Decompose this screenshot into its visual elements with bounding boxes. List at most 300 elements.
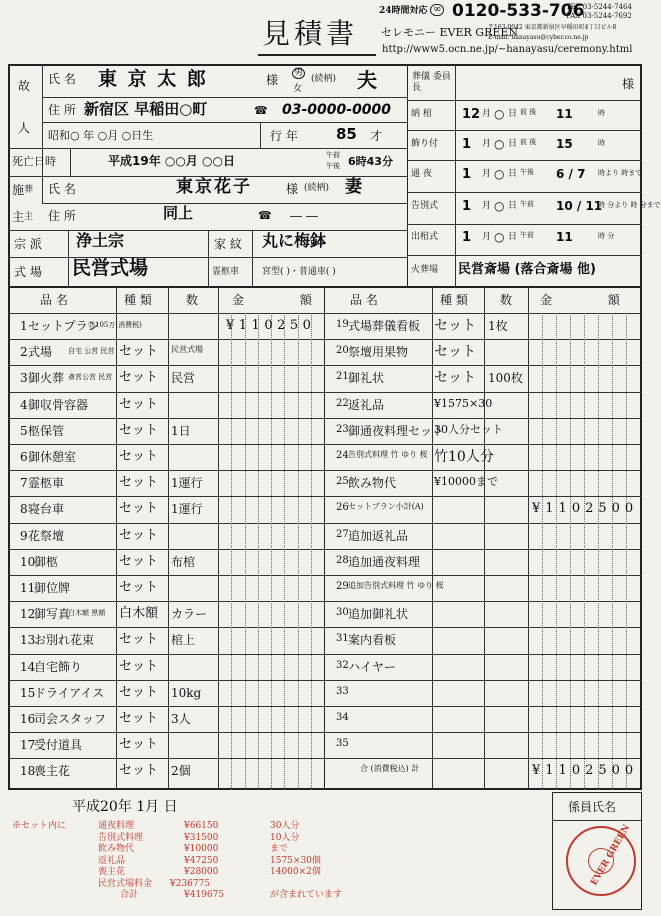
row-line	[8, 418, 642, 419]
table-row-name: 御通夜料理セット	[348, 424, 445, 438]
schedule-unit: 時	[598, 109, 605, 117]
table-row-name: 御写真	[34, 607, 71, 621]
schedule-unit: 時 分	[598, 232, 615, 240]
included-item-note: 10人分	[270, 832, 300, 843]
col-header-name: 品 名	[40, 293, 68, 307]
table-row-number: 12	[20, 607, 36, 621]
freedial-icon: ∞	[430, 4, 444, 16]
table-row-name: 御柩	[34, 555, 59, 569]
estimate-date: 平成20年 1月 日	[72, 799, 178, 815]
day-unit: 日	[508, 169, 518, 179]
table-row-name: 合 (消費税込) 計	[360, 764, 420, 773]
included-item-name: 返礼品	[98, 855, 126, 866]
stamp-text: EVER GREEN	[589, 823, 633, 888]
grid-line	[407, 255, 642, 256]
grid-line	[407, 100, 642, 101]
grid-line	[407, 130, 642, 131]
schedule-ampm: 午後	[520, 168, 534, 176]
grid-line	[455, 64, 456, 286]
table-row-name: 追加告別式料理 竹 ゆり 桜	[348, 581, 444, 590]
grid-line	[8, 313, 642, 314]
table-row-number: 1	[20, 319, 28, 333]
table-row-number: 22	[336, 398, 349, 409]
included-item-name: 民営式場料金	[98, 878, 153, 889]
table-row-note: 斎営公営 民営	[68, 373, 113, 381]
schedule-month: 1	[462, 137, 472, 152]
table-row-number: 4	[20, 398, 28, 412]
table-row-name: 御収骨容器	[28, 398, 89, 412]
crematorium-label: 火葬場	[411, 265, 439, 275]
table-row-number: 33	[336, 686, 349, 697]
amount-dotted-line	[271, 313, 272, 790]
company-stamp	[566, 823, 636, 896]
age-label: 行 年	[270, 129, 298, 143]
grid-line	[168, 286, 169, 790]
amount-dotted-line	[284, 313, 285, 790]
table-row-note: 自宅 公営 民営	[68, 347, 115, 355]
table-row-number: 29	[336, 581, 349, 592]
amount-dotted-line	[612, 313, 613, 790]
mourner-phone: ― ―	[290, 209, 318, 223]
table-row-type: ¥10000まで	[434, 475, 498, 488]
col-header-amount: 金 額	[232, 293, 338, 307]
table-row-note: ⑬105万(消費税)	[88, 321, 142, 329]
day-unit: 日	[508, 201, 518, 211]
table-row-number: 9	[20, 529, 28, 543]
schedule-day: ○	[494, 230, 505, 244]
schedule-ampm: 前 後	[520, 138, 537, 146]
company-address: 〒163-0042 東京都新宿区早稲田町4丁目ビル8	[488, 24, 617, 31]
amount-dotted-line	[556, 313, 557, 790]
age-unit: 才	[370, 129, 383, 143]
venue-label: 式 場	[14, 265, 42, 279]
included-item-amount: ¥10000	[184, 844, 219, 854]
included-item-amount: ¥28000	[184, 867, 219, 877]
grid-line	[407, 64, 408, 286]
table-row-type: セット	[434, 344, 476, 360]
grid-line	[407, 224, 642, 225]
table-row-number: 8	[20, 502, 28, 516]
table-row-number: 17	[20, 738, 36, 752]
table-row-name: セットプラン小計(A)	[348, 502, 424, 511]
table-row-qty: 民営式場	[171, 345, 203, 354]
table-row-type: セット	[434, 370, 476, 386]
table-row-number: 16	[20, 712, 36, 726]
col-header-type-right: 種 類	[440, 293, 468, 307]
birth-date: 昭和○ 年 ○月 ○日生	[48, 129, 154, 142]
table-row-type: セット	[119, 711, 159, 726]
schedule-ampm: 午前	[520, 200, 534, 208]
row-line	[8, 392, 642, 393]
table-row-type: セット	[119, 737, 159, 752]
included-label: ※セット内に	[12, 821, 67, 831]
table-row-name: セットプラン	[28, 319, 100, 333]
table-row-name: 返礼品	[348, 398, 385, 412]
included-item-amount: ¥47250	[184, 855, 219, 866]
table-row-amount: ¥110250	[226, 318, 316, 333]
document-title: 見積書	[262, 17, 359, 50]
table-row-number: 10	[20, 555, 36, 569]
schedule-day: ○	[494, 137, 505, 151]
included-item-amount: ¥236775	[170, 878, 211, 889]
deceased-name: 東 京 太 郎	[98, 68, 208, 90]
table-row-number: 23	[336, 424, 349, 435]
row-line	[8, 601, 642, 602]
grid-line	[552, 820, 642, 821]
crematorium-value: 民営斎場 (落合斎場 他)	[458, 262, 596, 277]
included-item-name: 合計	[120, 890, 139, 900]
table-row-qty: 2個	[171, 764, 191, 778]
day-unit: 日	[508, 139, 518, 149]
included-item-note: 14000×2個	[270, 867, 321, 877]
month-unit: 月	[482, 201, 492, 211]
schedule-unit: 時	[598, 139, 605, 147]
mourner-side-label: 主	[12, 210, 25, 224]
table-row-number: 14	[20, 660, 36, 674]
grid-line	[252, 230, 253, 286]
row-line	[8, 523, 642, 524]
table-row-name: 追加返礼品	[348, 529, 409, 543]
col-header-qty-right: 数	[500, 293, 513, 307]
deceased-relation: 夫	[357, 68, 377, 92]
hearse-label: 霊柩車	[212, 267, 240, 277]
mourner-side-label: 主	[24, 212, 34, 222]
table-row-type: セット	[119, 528, 159, 543]
table-row-number: 31	[336, 633, 349, 644]
included-item-note: 1575×30個	[270, 855, 321, 866]
schedule-month: 12	[462, 107, 481, 122]
month-unit: 月	[482, 139, 492, 149]
death-date: 平成19年 ○○月 ○○日	[108, 154, 235, 168]
religion-value: 浄土宗	[76, 231, 125, 250]
table-row-number: 2	[20, 345, 28, 359]
schedule-hour: 11	[556, 107, 573, 121]
table-row-number: 3	[20, 371, 28, 385]
col-header-type: 種 類	[124, 293, 152, 307]
row-line	[8, 444, 642, 445]
schedule-day: ○	[494, 107, 505, 121]
table-row-number: 21	[336, 371, 349, 382]
grid-line	[324, 286, 325, 790]
schedule-month: 1	[462, 199, 472, 214]
deceased-age: 85	[336, 125, 357, 143]
table-row-type: セット	[119, 344, 159, 359]
table-row-type: セット	[119, 685, 159, 700]
grid-line	[407, 192, 642, 193]
table-row-type: セット	[119, 659, 159, 674]
death-ampm: 午後	[326, 162, 340, 170]
mourner-side-label: 葬	[24, 185, 34, 195]
day-unit: 日	[508, 232, 518, 242]
table-row-type: セット	[119, 554, 159, 569]
table-row-number: 34	[336, 712, 349, 723]
table-row-type: セット	[434, 318, 476, 334]
table-row-name: 追加御礼状	[348, 607, 409, 621]
row-line	[8, 365, 642, 366]
grid-line	[484, 286, 485, 790]
fax-number: FAX 03-5244-7692	[566, 12, 632, 20]
mourner-side-label: 施	[12, 183, 25, 197]
table-row-type: 白木額	[119, 606, 159, 621]
religion-label: 宗 派	[14, 237, 42, 251]
death-time: 6時43分	[348, 155, 393, 168]
col-header-qty: 数	[186, 293, 199, 307]
committee-sama: 様	[622, 77, 635, 91]
col-header-name-right: 品 名	[350, 293, 378, 307]
amount-dotted-line	[584, 313, 585, 790]
col-header-amount-right: 金 額	[540, 293, 646, 307]
venue-value: 民営式場	[72, 257, 149, 279]
schedule-label: 告別式	[411, 201, 439, 211]
grid-line	[116, 286, 117, 790]
schedule-day: ○	[494, 199, 505, 213]
table-row-number: 28	[336, 555, 349, 566]
deceased-phone: 03-0000-0000	[282, 102, 392, 118]
crest-value: 丸に梅鉢	[262, 231, 327, 250]
schedule-ampm: 前 後	[520, 108, 537, 116]
schedule-label: 出棺式	[411, 232, 439, 242]
grid-line	[68, 230, 69, 286]
table-row-name: 受付道具	[34, 738, 83, 752]
schedule-day: ○	[494, 167, 505, 181]
death-ampm: 午前	[326, 151, 340, 159]
grid-line	[528, 286, 529, 790]
mourner-sama: 様	[286, 182, 299, 196]
table-row-qty: カラー	[171, 607, 208, 621]
table-row-name: 御火葬	[28, 371, 65, 385]
amount-dotted-line	[231, 313, 232, 790]
schedule-unit: 時より 時まで	[598, 169, 643, 177]
grid-line	[8, 286, 642, 288]
table-row-name: 御礼状	[348, 371, 385, 385]
schedule-month: 1	[462, 167, 472, 182]
table-row-name: 祭壇用果物	[348, 345, 409, 359]
table-row-number: 20	[336, 345, 349, 356]
table-row-number: 24	[336, 450, 349, 461]
included-item-name: 飲み物代	[98, 844, 135, 854]
schedule-month: 1	[462, 230, 472, 245]
table-row-name: 御休憩室	[28, 450, 77, 464]
amount-dotted-line	[570, 313, 571, 790]
table-row-qty: 民営	[171, 371, 196, 385]
row-line	[8, 549, 642, 550]
table-row-type: ¥1575×30	[434, 397, 493, 410]
month-unit: 月	[482, 169, 492, 179]
included-item-note: まで	[270, 844, 289, 854]
crest-label: 家 紋	[214, 237, 242, 251]
company-email: E-mail: hanayasu@cyber.co.ne.jp	[488, 34, 589, 41]
row-line	[8, 732, 642, 733]
title-underline	[258, 54, 376, 56]
table-row-number: 32	[336, 660, 349, 671]
amount-dotted-line	[298, 313, 299, 790]
mourner-address: 同上	[163, 204, 194, 222]
grid-line	[218, 286, 219, 790]
table-row-qty: 1日	[171, 424, 191, 438]
included-item-name: 通夜料理	[98, 821, 135, 831]
amount-dotted-line	[542, 313, 543, 790]
grid-line	[208, 230, 209, 286]
grid-line	[8, 148, 407, 149]
table-row-name: 花祭壇	[28, 529, 65, 543]
table-row-number: 6	[20, 450, 28, 464]
grid-line	[432, 286, 433, 790]
month-unit: 月	[482, 232, 492, 242]
table-row-name: 式場	[28, 345, 53, 359]
table-row-type: セット	[119, 370, 159, 385]
deceased-side-label: 人	[18, 121, 31, 135]
company-name: セレモニー EVER GREEN	[381, 26, 519, 39]
schedule-hour: 15	[556, 137, 573, 151]
staff-label: 係員氏名	[568, 800, 617, 814]
grid-line	[42, 203, 407, 204]
row-line	[8, 339, 642, 340]
tel-number: TEL 03-5244-7464	[566, 3, 632, 11]
amount-dotted-line	[245, 313, 246, 790]
table-row-type: セット	[119, 763, 159, 778]
table-row-name: 喪主花	[34, 764, 71, 778]
row-line	[8, 706, 642, 707]
table-row-qty: 10kg	[171, 686, 202, 700]
table-row-qty: 3人	[171, 712, 191, 726]
table-row-name: 寝台車	[28, 502, 65, 516]
table-row-number: 27	[336, 529, 349, 540]
table-row-note: 白木額 黒額	[68, 609, 106, 617]
month-unit: 月	[482, 109, 492, 119]
amount-dotted-line	[626, 313, 627, 790]
hours-label: 24時間対応	[379, 6, 428, 16]
hearse-options: 宮型( )・普通車( )	[262, 267, 336, 277]
row-line	[8, 470, 642, 471]
name-label: 氏 名	[48, 72, 76, 86]
table-row-number: 5	[20, 424, 28, 438]
committee-label: 葬儀 委員長	[412, 72, 451, 93]
grid-line	[70, 148, 71, 176]
grid-line	[407, 160, 642, 161]
schedule-hour: 11	[556, 230, 573, 244]
deceased-side-label: 故	[18, 79, 31, 93]
table-row-name: 御位牌	[34, 581, 71, 595]
address-label: 住 所	[48, 103, 76, 117]
table-row-amount: ¥1102500	[532, 501, 639, 516]
table-row-type: セット	[119, 423, 159, 438]
included-item-note: が含まれています	[270, 890, 343, 900]
table-row-name: 霊柩車	[28, 476, 65, 490]
table-row-name: 司会スタッフ	[34, 712, 107, 726]
table-row-qty: 棺上	[171, 633, 196, 647]
schedule-hour: 6 / 7	[556, 167, 586, 181]
included-item-amount: ¥66150	[184, 821, 219, 831]
table-row-qty: 1運行	[171, 476, 203, 490]
schedule-label: 納 棺	[411, 109, 432, 119]
row-line	[8, 758, 642, 759]
schedule-ampm: 午前	[520, 231, 534, 239]
table-row-name: 告別式料理 竹 ゆり 桜	[348, 450, 428, 459]
phone-icon: ☎	[254, 104, 268, 117]
table-row-number: 13	[20, 633, 36, 647]
table-row-name: 飲み物代	[348, 476, 397, 490]
table-row-number: 30	[336, 607, 349, 618]
included-item-name: 告別式料理	[98, 832, 144, 843]
sama-label: 様	[266, 73, 279, 87]
table-row-number: 35	[336, 738, 349, 749]
row-line	[8, 575, 642, 576]
table-row-name: お別れ花束	[34, 633, 95, 647]
mourner-name: 東京花子	[176, 177, 252, 197]
included-item-amount: ¥31500	[184, 832, 219, 843]
table-row-name: ハイヤー	[348, 660, 397, 674]
grid-line	[42, 97, 407, 98]
table-row-name: 追加通夜料理	[348, 555, 421, 569]
deceased-address: 新宿区 早稲田○町	[84, 100, 208, 118]
table-row-type: セット	[119, 475, 159, 490]
gender-male: 男	[294, 68, 304, 78]
day-unit: 日	[508, 109, 518, 119]
company-url: http://www5.ocn.ne.jp/~hanayasu/ceremony.html	[382, 44, 633, 55]
table-row-type: セット	[119, 632, 159, 647]
table-row-number: 26	[336, 502, 349, 513]
row-line	[8, 654, 642, 655]
table-row-name: 案内看板	[348, 633, 397, 647]
relation-label: (続柄)	[311, 74, 337, 84]
death-label: 死亡日時	[12, 155, 56, 168]
included-item-name: 喪主花	[98, 867, 126, 877]
table-row-type: セット	[119, 449, 159, 464]
mourner-relation: 妻	[345, 177, 362, 197]
schedule-label: 通 夜	[411, 169, 432, 179]
table-row-number: 7	[20, 476, 28, 490]
table-row-number: 11	[20, 581, 36, 595]
table-row-amount: ¥1102500	[532, 763, 639, 778]
table-row-type: セット	[119, 580, 159, 595]
included-item-note: 30人分	[270, 821, 300, 831]
amount-dotted-line	[598, 313, 599, 790]
table-row-name: ドライアイス	[34, 686, 105, 700]
amount-dotted-line	[258, 313, 259, 790]
stamp-inner-ring	[588, 848, 614, 874]
row-line	[8, 496, 642, 497]
schedule-label: 飾り付	[411, 139, 439, 149]
table-row-name: 式場葬儀看板	[348, 319, 421, 333]
grid-line	[42, 64, 43, 203]
schedule-hour: 10 / 11	[556, 199, 603, 213]
freedial-number: 0120-533-706	[452, 1, 585, 21]
table-row-number: 19	[336, 319, 349, 330]
mourner-relation-label: (続柄)	[304, 183, 330, 193]
form-border	[8, 64, 642, 790]
schedule-unit: 時 分より 時 分まで	[598, 201, 661, 209]
gender-female: 女	[293, 84, 303, 94]
included-item-amount: ¥419675	[184, 890, 225, 900]
table-row-name: 自宅飾り	[34, 660, 83, 674]
table-row-name: 柩保管	[28, 424, 65, 438]
phone-icon: ☎	[258, 209, 272, 222]
table-row-number: 18	[20, 764, 36, 778]
row-line	[8, 627, 642, 628]
table-row-qty: 布棺	[171, 555, 196, 569]
table-row-type: セット	[119, 397, 159, 412]
table-row-type: 30人分セット	[434, 423, 503, 436]
table-row-qty: 1運行	[171, 502, 203, 516]
mourner-name-label: 氏 名	[48, 182, 76, 196]
table-row-qty: 100枚	[488, 371, 523, 385]
grid-line	[42, 122, 407, 123]
grid-line	[260, 122, 261, 148]
table-row-qty: 1枚	[488, 319, 508, 333]
table-row-number: 15	[20, 686, 36, 700]
row-line	[8, 680, 642, 681]
table-row-type: セット	[119, 501, 159, 516]
